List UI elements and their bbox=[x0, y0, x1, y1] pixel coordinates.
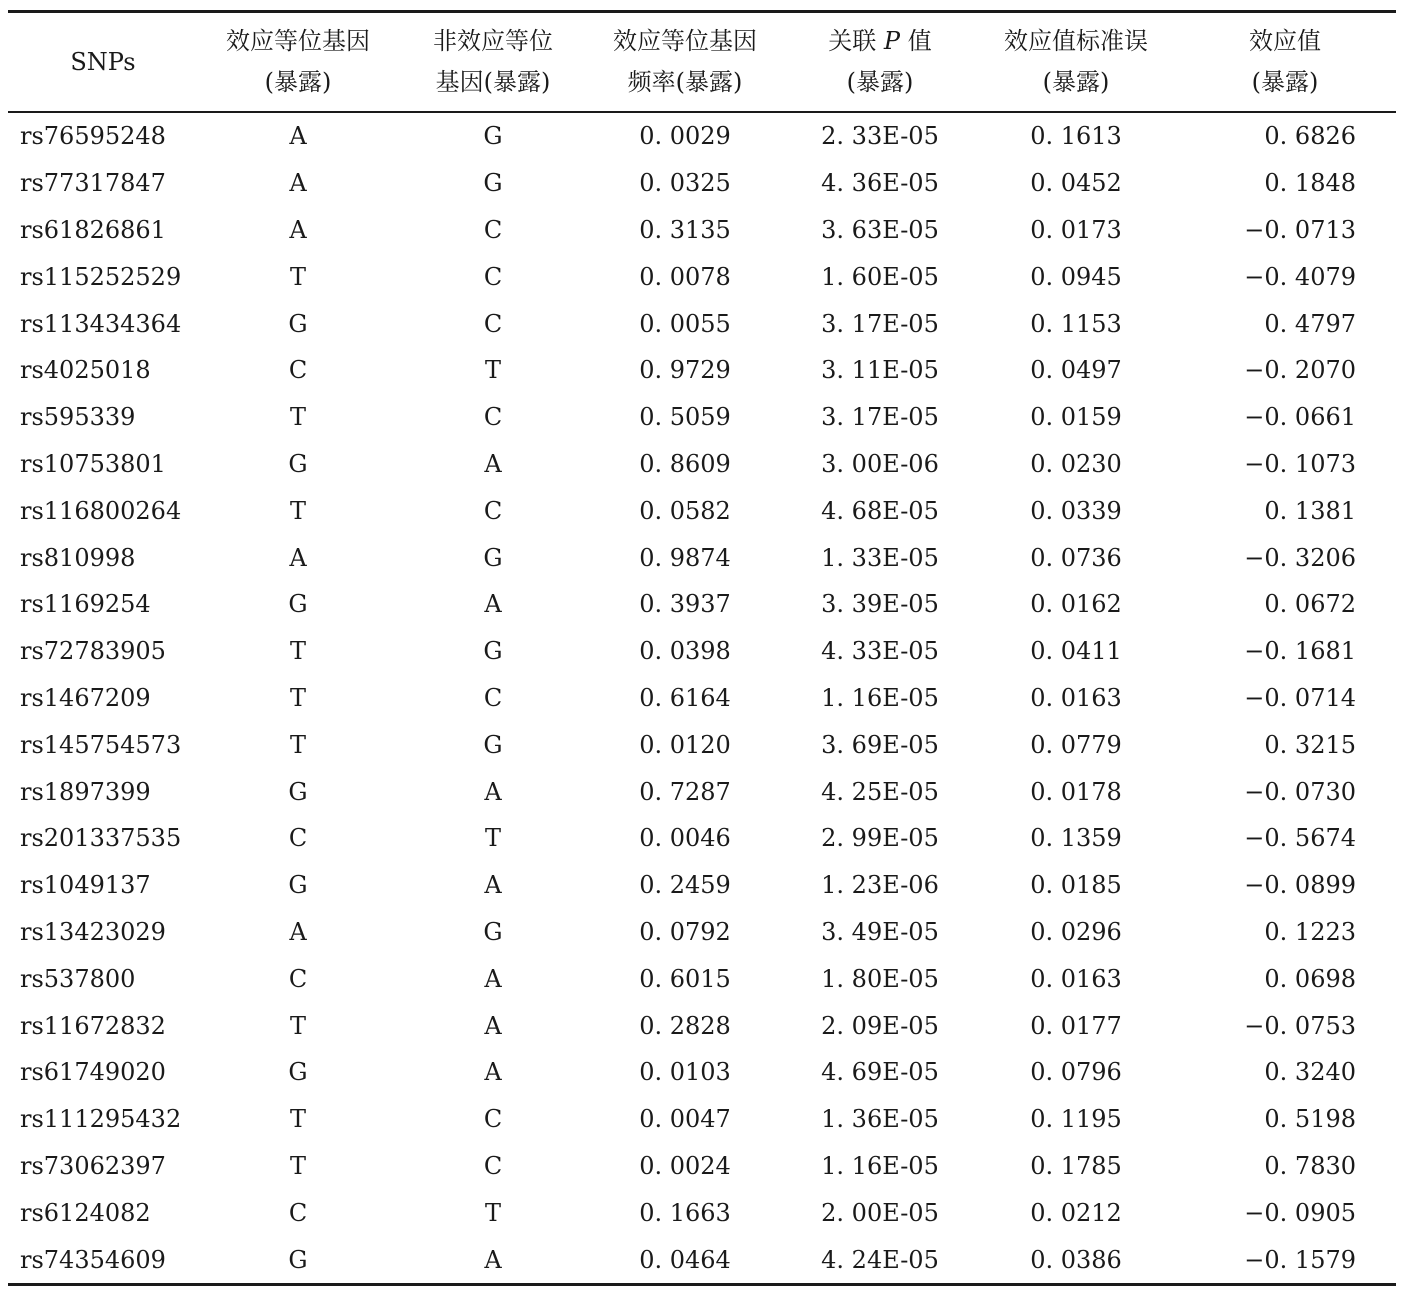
cell-snp-id: rs6124082 bbox=[20, 1198, 151, 1227]
cell-effect-allele: C bbox=[288, 1198, 308, 1227]
cell-snp-id: rs13423029 bbox=[20, 917, 166, 946]
cell-other-allele: A bbox=[484, 449, 502, 478]
snp-table bbox=[8, 10, 1396, 1286]
cell-effect-allele: G bbox=[288, 1245, 308, 1274]
table-row bbox=[8, 581, 1396, 628]
cell-snp-id: rs115252529 bbox=[20, 262, 182, 291]
header-snps bbox=[8, 12, 198, 113]
header-se bbox=[978, 12, 1174, 113]
header-row bbox=[8, 12, 1396, 113]
cell-snp-id: rs10753801 bbox=[20, 449, 166, 478]
cell-snp-id: rs810998 bbox=[20, 543, 136, 572]
cell-other-allele: G bbox=[483, 543, 503, 572]
cell-effect-allele: G bbox=[288, 1058, 308, 1087]
cell-other-allele: G bbox=[483, 122, 503, 151]
cell-eaf: 0. 0078 bbox=[639, 262, 731, 291]
cell-snp-id: rs11672832 bbox=[20, 1011, 166, 1040]
cell-effect-allele: A bbox=[289, 543, 307, 572]
cell-beta: −0. 5674 bbox=[1244, 824, 1356, 853]
cell-se: 0. 0736 bbox=[1030, 543, 1122, 572]
cell-eaf: 0. 9729 bbox=[639, 356, 731, 385]
cell-se: 0. 1195 bbox=[1030, 1105, 1122, 1134]
cell-eaf: 0. 2459 bbox=[639, 871, 731, 900]
cell-p-value: 2. 99E-05 bbox=[821, 824, 939, 853]
cell-other-allele: A bbox=[484, 964, 502, 993]
cell-p-value: 3. 11E-05 bbox=[821, 356, 939, 385]
cell-p-value: 3. 39E-05 bbox=[821, 590, 939, 619]
cell-other-allele: G bbox=[483, 637, 503, 666]
header-pvalue-post: 值 bbox=[900, 27, 932, 55]
cell-beta: −0. 2070 bbox=[1244, 356, 1356, 385]
cell-beta: −0. 0713 bbox=[1244, 215, 1356, 244]
cell-p-value: 3. 17E-05 bbox=[821, 309, 939, 338]
cell-se: 0. 0163 bbox=[1030, 964, 1122, 993]
table-row bbox=[8, 441, 1396, 488]
header-pvalue-line2: (暴露) bbox=[846, 68, 914, 96]
cell-other-allele: C bbox=[483, 309, 503, 338]
header-pvalue-line1 bbox=[782, 21, 978, 62]
cell-eaf: 0. 3937 bbox=[639, 590, 731, 619]
cell-eaf: 0. 0024 bbox=[639, 1151, 731, 1180]
table-row bbox=[8, 1143, 1396, 1190]
cell-beta: −0. 0899 bbox=[1244, 871, 1356, 900]
cell-other-allele: G bbox=[483, 169, 503, 198]
header-other-allele-line1: 非效应等位 bbox=[433, 27, 553, 55]
cell-other-allele: C bbox=[483, 215, 503, 244]
cell-p-value: 4. 36E-05 bbox=[821, 169, 939, 198]
cell-eaf: 0. 0103 bbox=[639, 1058, 731, 1087]
table-row bbox=[8, 768, 1396, 815]
cell-snp-id: rs116800264 bbox=[20, 496, 182, 525]
cell-se: 0. 0296 bbox=[1030, 917, 1122, 946]
cell-p-value: 2. 09E-05 bbox=[821, 1011, 939, 1040]
cell-other-allele: C bbox=[483, 262, 503, 291]
cell-p-value: 4. 33E-05 bbox=[821, 637, 939, 666]
table-row bbox=[8, 300, 1396, 347]
cell-effect-allele: T bbox=[289, 1105, 306, 1134]
cell-other-allele: A bbox=[484, 777, 502, 806]
cell-effect-allele: A bbox=[289, 169, 307, 198]
cell-eaf: 0. 3135 bbox=[639, 215, 731, 244]
header-beta-line1: 效应值 bbox=[1249, 27, 1321, 55]
header-beta-line2: (暴露) bbox=[1251, 68, 1319, 96]
cell-p-value: 1. 16E-05 bbox=[821, 1151, 939, 1180]
cell-other-allele: C bbox=[483, 496, 503, 525]
cell-p-value: 1. 33E-05 bbox=[821, 543, 939, 572]
header-effect-allele-line1: 效应等位基因 bbox=[226, 27, 370, 55]
table-row bbox=[8, 1096, 1396, 1143]
cell-p-value: 1. 60E-05 bbox=[821, 262, 939, 291]
cell-p-value: 4. 69E-05 bbox=[821, 1058, 939, 1087]
table-row bbox=[8, 1002, 1396, 1049]
cell-p-value: 3. 17E-05 bbox=[821, 403, 939, 432]
cell-snp-id: rs145754573 bbox=[20, 730, 182, 759]
table-row bbox=[8, 534, 1396, 581]
cell-se: 0. 0945 bbox=[1030, 262, 1122, 291]
header-eaf-line2: 频率(暴露) bbox=[627, 68, 743, 96]
cell-beta: 0. 3240 bbox=[1264, 1058, 1356, 1087]
cell-se: 0. 0177 bbox=[1030, 1011, 1122, 1040]
cell-se: 0. 0452 bbox=[1030, 169, 1122, 198]
cell-effect-allele: G bbox=[288, 777, 308, 806]
cell-snp-id: rs77317847 bbox=[20, 169, 166, 198]
cell-snp-id: rs73062397 bbox=[20, 1151, 166, 1180]
header-other-allele-line2: 基因(暴露) bbox=[435, 68, 551, 96]
cell-p-value: 1. 23E-06 bbox=[821, 871, 939, 900]
cell-eaf: 0. 2828 bbox=[639, 1011, 731, 1040]
cell-snp-id: rs61826861 bbox=[20, 215, 166, 244]
cell-se: 0. 0212 bbox=[1030, 1198, 1122, 1227]
cell-snp-id: rs76595248 bbox=[20, 122, 166, 151]
cell-se: 0. 0159 bbox=[1030, 403, 1122, 432]
cell-se: 0. 0173 bbox=[1030, 215, 1122, 244]
cell-p-value: 3. 63E-05 bbox=[821, 215, 939, 244]
table-row bbox=[8, 160, 1396, 207]
cell-effect-allele: T bbox=[289, 730, 306, 759]
cell-other-allele: C bbox=[483, 1105, 503, 1134]
cell-beta: −0. 0714 bbox=[1244, 683, 1356, 712]
table-body bbox=[8, 112, 1396, 1284]
cell-p-value: 4. 25E-05 bbox=[821, 777, 939, 806]
cell-effect-allele: T bbox=[289, 262, 306, 291]
cell-other-allele: G bbox=[483, 730, 503, 759]
cell-other-allele: A bbox=[484, 1058, 502, 1087]
cell-effect-allele: C bbox=[288, 356, 308, 385]
cell-beta: 0. 1381 bbox=[1264, 496, 1356, 525]
cell-effect-allele: A bbox=[289, 215, 307, 244]
header-eaf-line1: 效应等位基因 bbox=[613, 27, 757, 55]
cell-beta: 0. 4797 bbox=[1264, 309, 1356, 338]
table-row bbox=[8, 487, 1396, 534]
cell-eaf: 0. 0464 bbox=[639, 1245, 731, 1274]
cell-beta: −0. 0905 bbox=[1244, 1198, 1356, 1227]
cell-other-allele: T bbox=[484, 824, 501, 853]
cell-se: 0. 1359 bbox=[1030, 824, 1122, 853]
table-row bbox=[8, 675, 1396, 722]
table-row bbox=[8, 721, 1396, 768]
cell-snp-id: rs1467209 bbox=[20, 683, 151, 712]
cell-snp-id: rs72783905 bbox=[20, 637, 166, 666]
cell-snp-id: rs74354609 bbox=[20, 1245, 166, 1274]
cell-beta: −0. 4079 bbox=[1244, 262, 1356, 291]
cell-snp-id: rs595339 bbox=[20, 403, 136, 432]
table-row bbox=[8, 253, 1396, 300]
table-row bbox=[8, 207, 1396, 254]
table-row bbox=[8, 394, 1396, 441]
cell-other-allele: C bbox=[483, 683, 503, 712]
cell-eaf: 0. 6015 bbox=[639, 964, 731, 993]
cell-beta: −0. 0753 bbox=[1244, 1011, 1356, 1040]
cell-se: 0. 1613 bbox=[1030, 122, 1122, 151]
snp-table-container bbox=[8, 10, 1396, 1286]
cell-effect-allele: T bbox=[289, 637, 306, 666]
cell-se: 0. 0185 bbox=[1030, 871, 1122, 900]
cell-snp-id: rs111295432 bbox=[20, 1105, 182, 1134]
cell-se: 0. 0497 bbox=[1030, 356, 1122, 385]
header-effect-allele-line2: (暴露) bbox=[264, 68, 332, 96]
cell-se: 0. 0339 bbox=[1030, 496, 1122, 525]
cell-eaf: 0. 0046 bbox=[639, 824, 731, 853]
cell-beta: 0. 0672 bbox=[1264, 590, 1356, 619]
cell-effect-allele: C bbox=[288, 964, 308, 993]
cell-p-value: 3. 69E-05 bbox=[821, 730, 939, 759]
cell-p-value: 2. 33E-05 bbox=[821, 122, 939, 151]
cell-snp-id: rs1169254 bbox=[20, 590, 151, 619]
header-effect-allele bbox=[198, 12, 398, 113]
cell-eaf: 0. 6164 bbox=[639, 683, 731, 712]
cell-eaf: 0. 0792 bbox=[639, 917, 731, 946]
cell-effect-allele: G bbox=[288, 309, 308, 338]
cell-eaf: 0. 0582 bbox=[639, 496, 731, 525]
cell-beta: −0. 0661 bbox=[1244, 403, 1356, 432]
cell-effect-allele: A bbox=[289, 917, 307, 946]
cell-other-allele: A bbox=[484, 1245, 502, 1274]
cell-snp-id: rs1049137 bbox=[20, 871, 151, 900]
cell-other-allele: C bbox=[483, 403, 503, 432]
cell-beta: 0. 3215 bbox=[1264, 730, 1356, 759]
cell-p-value: 1. 36E-05 bbox=[821, 1105, 939, 1134]
cell-effect-allele: C bbox=[288, 824, 308, 853]
cell-beta: 0. 5198 bbox=[1264, 1105, 1356, 1134]
cell-p-value: 3. 00E-06 bbox=[821, 449, 939, 478]
cell-beta: −0. 1073 bbox=[1244, 449, 1356, 478]
cell-se: 0. 0411 bbox=[1030, 637, 1122, 666]
cell-other-allele: T bbox=[484, 1198, 501, 1227]
cell-beta: −0. 1681 bbox=[1244, 637, 1356, 666]
cell-beta: 0. 7830 bbox=[1264, 1151, 1356, 1180]
cell-effect-allele: T bbox=[289, 1011, 306, 1040]
cell-effect-allele: G bbox=[288, 590, 308, 619]
cell-beta: 0. 0698 bbox=[1264, 964, 1356, 993]
cell-snp-id: rs113434364 bbox=[20, 309, 182, 338]
cell-se: 0. 0163 bbox=[1030, 683, 1122, 712]
header-se-line2: (暴露) bbox=[1042, 68, 1110, 96]
cell-se: 0. 0779 bbox=[1030, 730, 1122, 759]
cell-other-allele: A bbox=[484, 871, 502, 900]
cell-se: 0. 0178 bbox=[1030, 777, 1122, 806]
cell-eaf: 0. 0398 bbox=[639, 637, 731, 666]
cell-eaf: 0. 0047 bbox=[639, 1105, 731, 1134]
header-snps-label: SNPs bbox=[70, 47, 136, 76]
cell-eaf: 0. 7287 bbox=[639, 777, 731, 806]
cell-eaf: 0. 0120 bbox=[639, 730, 731, 759]
table-row bbox=[8, 347, 1396, 394]
header-pvalue bbox=[782, 12, 978, 113]
table-row bbox=[8, 955, 1396, 1002]
table-row bbox=[8, 1189, 1396, 1236]
cell-beta: 0. 1848 bbox=[1264, 169, 1356, 198]
header-se-line1: 效应值标准误 bbox=[1004, 27, 1148, 55]
cell-beta: 0. 6826 bbox=[1264, 122, 1356, 151]
cell-other-allele: C bbox=[483, 1151, 503, 1180]
cell-beta: −0. 1579 bbox=[1244, 1245, 1356, 1274]
cell-p-value: 1. 80E-05 bbox=[821, 964, 939, 993]
cell-snp-id: rs4025018 bbox=[20, 356, 151, 385]
table-row bbox=[8, 862, 1396, 909]
header-other-allele bbox=[398, 12, 588, 113]
cell-effect-allele: A bbox=[289, 122, 307, 151]
table-header bbox=[8, 12, 1396, 113]
cell-eaf: 0. 1663 bbox=[639, 1198, 731, 1227]
cell-p-value: 1. 16E-05 bbox=[821, 683, 939, 712]
table-row bbox=[8, 112, 1396, 160]
cell-effect-allele: G bbox=[288, 449, 308, 478]
cell-se: 0. 1153 bbox=[1030, 309, 1122, 338]
table-row bbox=[8, 1049, 1396, 1096]
cell-eaf: 0. 0029 bbox=[639, 122, 731, 151]
cell-se: 0. 0386 bbox=[1030, 1245, 1122, 1274]
table-row bbox=[8, 815, 1396, 862]
cell-effect-allele: T bbox=[289, 1151, 306, 1180]
cell-p-value: 2. 00E-05 bbox=[821, 1198, 939, 1227]
cell-effect-allele: T bbox=[289, 683, 306, 712]
table-row bbox=[8, 909, 1396, 956]
cell-beta: 0. 1223 bbox=[1264, 917, 1356, 946]
cell-beta: −0. 0730 bbox=[1244, 777, 1356, 806]
cell-se: 0. 0796 bbox=[1030, 1058, 1122, 1087]
cell-eaf: 0. 5059 bbox=[639, 403, 731, 432]
cell-snp-id: rs537800 bbox=[20, 964, 136, 993]
cell-effect-allele: T bbox=[289, 403, 306, 432]
header-pvalue-pre: 关联 bbox=[828, 27, 884, 55]
table-row bbox=[8, 1236, 1396, 1284]
cell-se: 0. 1785 bbox=[1030, 1151, 1122, 1180]
cell-other-allele: G bbox=[483, 917, 503, 946]
table-row bbox=[8, 628, 1396, 675]
cell-p-value: 4. 24E-05 bbox=[821, 1245, 939, 1274]
cell-other-allele: A bbox=[484, 1011, 502, 1040]
cell-eaf: 0. 0055 bbox=[639, 309, 731, 338]
cell-effect-allele: G bbox=[288, 871, 308, 900]
cell-se: 0. 0162 bbox=[1030, 590, 1122, 619]
cell-p-value: 4. 68E-05 bbox=[821, 496, 939, 525]
header-pvalue-p: P bbox=[883, 27, 901, 55]
cell-eaf: 0. 9874 bbox=[639, 543, 731, 572]
cell-other-allele: A bbox=[484, 590, 502, 619]
cell-eaf: 0. 0325 bbox=[639, 169, 731, 198]
cell-eaf: 0. 8609 bbox=[639, 449, 731, 478]
cell-snp-id: rs1897399 bbox=[20, 777, 151, 806]
cell-p-value: 3. 49E-05 bbox=[821, 917, 939, 946]
cell-effect-allele: T bbox=[289, 496, 306, 525]
cell-other-allele: T bbox=[484, 356, 501, 385]
cell-snp-id: rs201337535 bbox=[20, 824, 182, 853]
cell-snp-id: rs61749020 bbox=[20, 1058, 166, 1087]
header-eaf bbox=[588, 12, 782, 113]
header-beta bbox=[1174, 12, 1396, 113]
cell-beta: −0. 3206 bbox=[1244, 543, 1356, 572]
cell-se: 0. 0230 bbox=[1030, 449, 1122, 478]
